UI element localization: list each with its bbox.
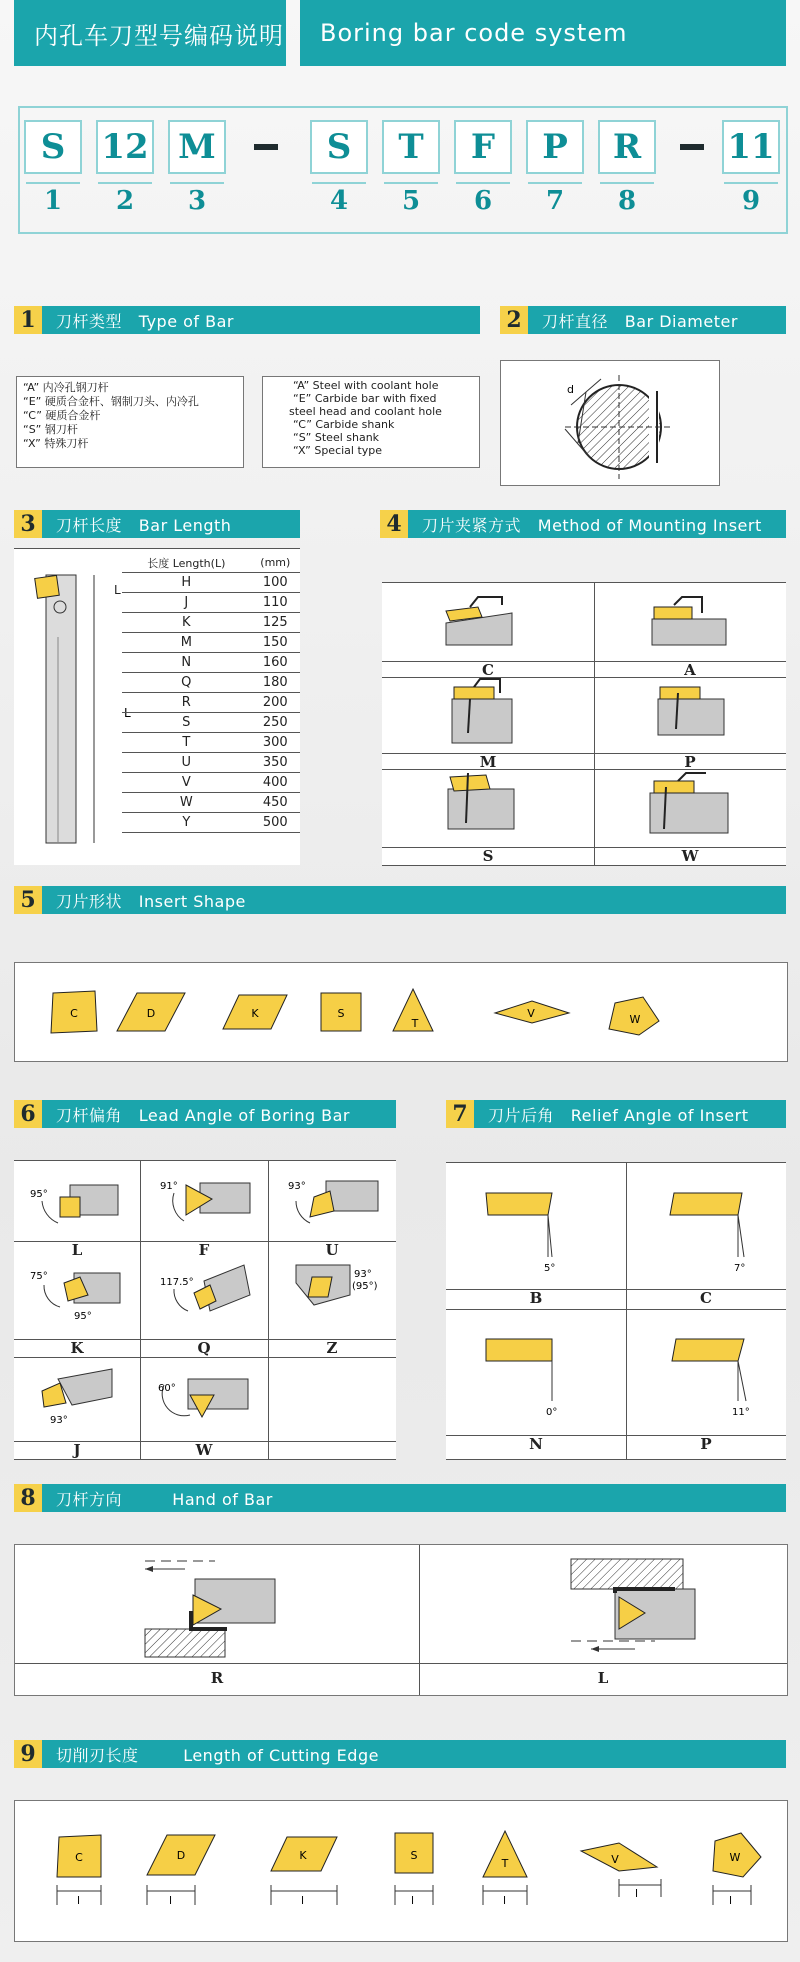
section-title-en: Type of Bar [138,311,234,331]
svg-text:l: l [411,1894,415,1907]
section-title-cn: 切削刃长度 [56,1745,139,1765]
code-number: 8 [600,182,654,216]
svg-text:T: T [411,1017,419,1030]
bar-diameter-diagram [500,360,720,486]
svg-text:W: W [729,1851,741,1864]
edge-c-icon [57,1835,101,1907]
code-letter: R [598,120,656,174]
insert-c-icon [51,991,97,1033]
insert-t-icon [393,989,433,1031]
lead-q-icon [160,1265,250,1311]
svg-text:l: l [503,1894,507,1907]
lead-angle-grid [14,1160,396,1460]
svg-text:11°: 11° [732,1407,750,1418]
section-title-cn: 刀片形状 [56,891,123,911]
svg-text:93°: 93° [288,1181,306,1192]
code-letter: 12 [96,120,154,174]
section-title-cn: 刀杆长度 [56,515,123,535]
code-number: 1 [26,182,80,216]
section-title-cn: 刀杆偏角 [56,1105,123,1125]
lead-label: Q [197,1339,211,1357]
svg-text:C: C [75,1851,83,1864]
code-number: 4 [312,182,366,216]
clamp-label: W [681,847,699,865]
svg-text:K: K [299,1849,307,1862]
code-letter: F [454,120,512,174]
svg-text:T: T [501,1857,509,1870]
relief-p-icon [672,1339,750,1418]
code-dash [680,144,704,150]
table-row: T 300 [122,733,300,753]
lead-k-icon [30,1271,120,1322]
table-row: K 125 [122,613,300,633]
lead-label: K [70,1339,84,1357]
relief-label: N [529,1435,543,1453]
section-2-header [500,306,786,334]
lead-f-icon [160,1181,250,1221]
svg-text:C: C [70,1007,78,1020]
table-row: Q 180 [122,673,300,693]
section-9-header [14,1740,786,1768]
list-item: steel head and coolant hole [289,405,442,418]
section-number: 6 [14,1100,42,1128]
svg-text:117.5°: 117.5° [160,1277,194,1288]
svg-text:S: S [410,1849,418,1862]
svg-text:V: V [527,1007,535,1020]
list-item: “A” Steel with coolant hole [293,379,439,392]
edge-t-icon [483,1831,527,1907]
svg-text:V: V [611,1853,619,1866]
section-title-en: Method of Mounting Insert [537,515,762,535]
svg-text:S: S [337,1007,345,1020]
lead-w-icon [158,1379,248,1417]
section-title-en: Lead Angle of Boring Bar [138,1105,350,1125]
list-item: “S” 钢刀杆 [23,423,78,436]
table-row: W 450 [122,793,300,813]
lead-l-icon [30,1185,118,1223]
section-title-cn: 刀杆类型 [56,311,123,331]
code-letter: S [310,120,368,174]
section-number: 8 [14,1484,42,1512]
svg-text:l: l [169,1894,173,1907]
svg-text:l: l [301,1894,305,1907]
svg-text:93°: 93° [354,1269,372,1280]
section-3-header [14,510,300,538]
svg-text:60°: 60° [158,1383,176,1394]
svg-text:K: K [251,1007,259,1020]
code-number: 3 [170,182,224,216]
list-item: “E” Carbide bar with fixed [293,392,437,405]
lead-label: Z [326,1339,338,1357]
section-title-cn: 刀杆方向 [56,1489,123,1509]
code-letter: 11 [722,120,780,174]
relief-n-icon [486,1339,557,1418]
bar-length-panel [14,548,300,865]
section-title-en: Insert Shape [138,891,246,911]
insert-d-icon [117,993,185,1031]
section-title-cn: 刀片后角 [488,1105,555,1125]
relief-label: B [529,1289,543,1307]
code-number: 2 [98,182,152,216]
code-number: 7 [528,182,582,216]
table-row: H 100 [122,573,300,593]
lead-label: J [73,1441,81,1459]
section-title-cn: 刀片夹紧方式 [422,515,522,535]
bar-cross-section-icon [501,361,719,485]
table-row: U 350 [122,753,300,773]
cutting-edge-shapes [15,1801,787,1941]
section-7-header [446,1100,786,1128]
hand-label: R [210,1669,224,1687]
section-number: 1 [14,306,42,334]
clamp-p-icon [658,687,724,735]
section-number: 2 [500,306,528,334]
section-title-en: Relief Angle of Insert [570,1105,749,1125]
code-letter: M [168,120,226,174]
insert-v-icon [495,1001,569,1023]
hand-diagrams [15,1545,787,1663]
section-title-en: Length of Cutting Edge [183,1745,379,1765]
svg-text:W: W [629,1013,641,1026]
table-row: S 250 [122,713,300,733]
lead-label: U [325,1241,339,1259]
list-item: “S” Steel shank [293,431,380,444]
title-en: Boring bar code system [320,19,628,47]
code-number: 5 [384,182,438,216]
svg-text:l: l [77,1894,81,1907]
lead-z-icon [296,1265,378,1305]
section-number: 4 [380,510,408,538]
insert-w-icon [609,997,659,1035]
svg-text:95°: 95° [30,1189,48,1200]
boring-bar-icon [24,567,131,853]
bar-type-cn-list [16,376,244,468]
relief-angle-grid [446,1162,786,1460]
clamp-label: M [479,753,497,771]
list-item: “C” Carbide shank [293,418,395,431]
section-title-en: Hand of Bar [172,1489,273,1509]
lead-j-icon [42,1369,112,1426]
section-6-header [14,1100,396,1128]
cutting-edge-panel [14,1800,788,1942]
svg-text:(95°): (95°) [352,1281,378,1292]
lead-angle-diagrams [14,1161,396,1459]
col-header: 长度 Length(L) [122,553,251,573]
relief-angle-diagrams [446,1163,786,1459]
svg-text:95°: 95° [74,1311,92,1322]
table-row: R 200 [122,693,300,713]
section-title-en: Bar Length [138,515,232,535]
mounting-diagrams [382,583,786,865]
svg-text:l: l [729,1894,733,1907]
svg-text:91°: 91° [160,1181,178,1192]
edge-k-icon [271,1837,337,1907]
edge-v-icon [581,1843,661,1900]
hand-l-icon [571,1559,695,1652]
length-label: L [124,706,131,720]
relief-label: C [700,1289,712,1307]
list-item: “C” 硬质合金杆 [23,409,101,422]
svg-text:D: D [176,1849,186,1862]
edge-d-icon [147,1835,215,1907]
svg-text:l: l [635,1887,639,1900]
svg-text:7°: 7° [734,1263,746,1274]
svg-text:0°: 0° [546,1407,558,1418]
code-number: 9 [724,182,778,216]
list-item: “E” 硬质合金杆、钢制刀头、内冷孔 [23,395,199,408]
length-symbol: L [114,583,121,597]
code-letter: P [526,120,584,174]
clamp-label: A [684,661,696,679]
relief-label: P [700,1435,712,1453]
table-row: Y 500 [122,813,300,833]
section-title-cn: 刀杆直径 [542,311,609,331]
svg-text:93°: 93° [50,1415,68,1426]
section-number: 5 [14,886,42,914]
title-cn-banner [14,0,286,66]
section-number: 7 [446,1100,474,1128]
table-row: M 150 [122,633,300,653]
diameter-label: d [567,383,574,396]
title-en-banner [300,0,786,66]
hand-of-bar-panel [14,1544,788,1696]
edge-s-icon [395,1833,433,1907]
clamp-label: C [482,661,494,679]
lead-label: L [71,1241,83,1259]
lead-u-icon [288,1181,378,1223]
clamp-m-icon [452,679,512,743]
clamp-label: P [684,753,696,771]
relief-c-icon [670,1193,745,1274]
table-row: V 400 [122,773,300,793]
clamp-a-icon [652,597,726,645]
list-item: “A” 内冷孔钢刀杆 [23,381,109,394]
insert-shape-panel [14,962,788,1062]
table-row: N 160 [122,653,300,673]
relief-b-icon [486,1193,555,1274]
section-4-header [380,510,786,538]
list-item: “X” Special type [293,444,383,457]
section-number: 9 [14,1740,42,1768]
bar-length-table [122,553,300,833]
clamp-c-icon [446,597,512,645]
section-8-header [14,1484,786,1512]
hand-label: L [597,1669,609,1687]
title-cn: 内孔车刀型号编码说明 [34,21,284,50]
code-number: 6 [456,182,510,216]
clamp-w-icon [650,773,728,833]
code-letter: S [24,120,82,174]
mounting-method-grid [382,582,786,866]
clamp-label: S [482,847,494,865]
bar-type-en-list [262,376,480,468]
list-item: “X” 特殊刀杆 [23,437,89,450]
hand-r-icon [145,1561,275,1657]
svg-text:75°: 75° [30,1271,48,1282]
col-header: (mm) [251,553,300,573]
lead-label: F [198,1241,210,1259]
section-1-header [14,306,480,334]
svg-text:5°: 5° [544,1263,556,1274]
insert-shapes [15,963,787,1061]
code-dash [254,144,278,150]
code-letter: T [382,120,440,174]
section-number: 3 [14,510,42,538]
lead-label: W [195,1441,213,1459]
edge-w-icon [713,1833,761,1907]
section-title-en: Bar Diameter [624,311,738,331]
table-row: J 110 [122,593,300,613]
insert-s-icon [321,993,361,1031]
section-5-header [14,886,786,914]
insert-k-icon [223,995,287,1029]
svg-text:D: D [146,1007,156,1020]
clamp-s-icon [448,773,514,829]
